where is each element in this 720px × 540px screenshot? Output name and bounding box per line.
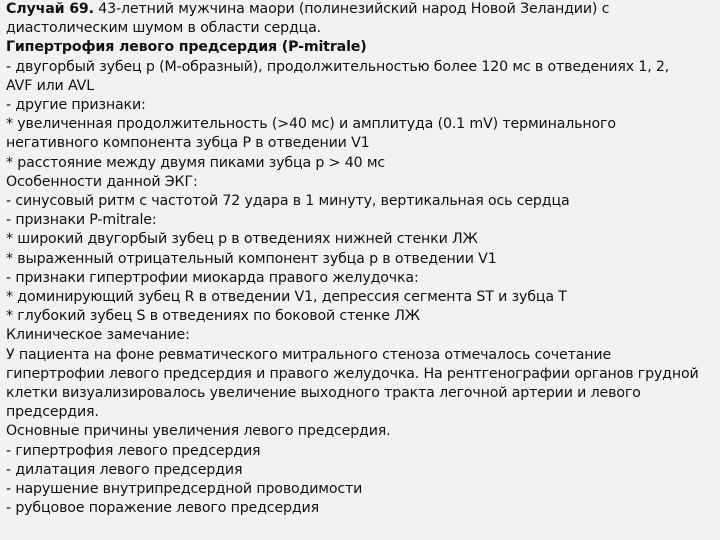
causes-item-3: - нарушение внутрипредсердной проводимости [6, 481, 363, 498]
ecg-line-1: - синусовый ритм с частотой 72 удара в 1 минуту, вертикальная ось сердца [6, 193, 570, 210]
causes-item-4: - рубцовое поражение левого предсердия [6, 500, 319, 517]
clinical-heading: Клиническое замечание: [6, 327, 190, 344]
slide-text-body [6, 0, 714, 518]
causes-heading: Основные причины увеличения левого предсердия. [6, 423, 391, 440]
ecg-heading: Особенности данной ЭКГ: [6, 173, 198, 190]
ecg-line-2: - признаки P-mitrale: [6, 212, 157, 229]
case-description: 43-летний мужчина маори (полинезийский народ Новой Зеландии) с диастолическим шумом в области сердца. [6, 1, 610, 37]
ecg-line-4: * выраженный отрицательный компонент зубца р в отведении V1 [6, 250, 497, 267]
case-title: Случай 69. [6, 1, 94, 17]
clinical-text: У пациента на фоне ревматического митрального стеноза отмечалось сочетание гипертрофии левого предсердия и правого желудочка. На рентгенографии органов грудной клетки визуализировалось увеличение выходного тракта легочной артерии и левого предсердия. [6, 346, 699, 421]
causes-item-1: - гипертрофия левого предсердия [6, 442, 261, 459]
ecg-line-5: - признаки гипертрофии миокарда правого желудочка: [6, 269, 419, 286]
ecg-line-3: * широкий двугорбый зубец р в отведениях нижней стенки ЛЖ [6, 231, 478, 248]
lae-line-2: - другие признаки: [6, 97, 146, 114]
lae-heading: Гипертрофия левого предсердия (P-mitrale) [6, 39, 367, 56]
lae-line-4: * расстояние между двумя пиками зубца р > 40 мс [6, 154, 386, 171]
ecg-line-7: * глубокий зубец S в отведениях по боковой стенке ЛЖ [6, 308, 420, 325]
lae-line-3: * увеличенная продолжительность (>40 мс) и амплитуда (0.1 mV) терминального негативного компонента зубца Р в отведении V1 [6, 116, 616, 152]
case-intro [6, 0, 646, 38]
causes-item-2: - дилатация левого предсердия [6, 461, 243, 478]
ecg-line-6: * доминирующий зубец R в отведении V1, депрессия сегмента ST и зубца T [6, 289, 567, 306]
lae-line-1: - двугорбый зубец р (М-образный), продолжительностью более 120 мс в отведениях 1, 2, AVF или AVL [6, 58, 670, 94]
